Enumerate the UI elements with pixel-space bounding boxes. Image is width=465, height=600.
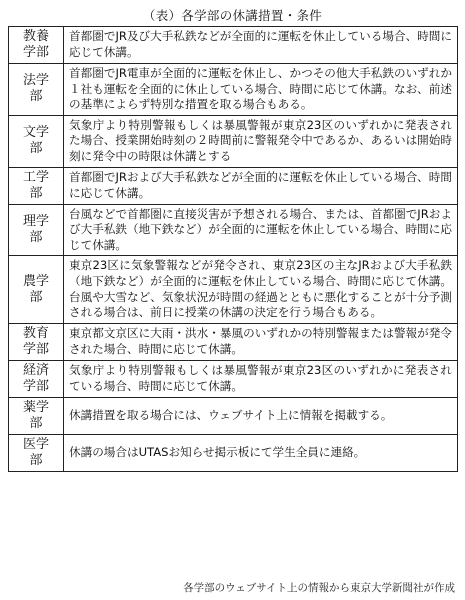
- table-row: [9, 27, 458, 64]
- table-row: [9, 323, 458, 360]
- table-row: [9, 115, 458, 167]
- department-cell: [9, 323, 64, 360]
- department-cell: [9, 27, 64, 64]
- department-name: 法学部: [22, 73, 49, 105]
- table-row: [9, 256, 458, 323]
- department-name: 薬学部: [22, 399, 49, 431]
- rule-cell: 休講措置を取る場合には、ウェブサイト上に情報を掲載する。: [64, 397, 458, 434]
- table-row: [9, 360, 458, 397]
- table-row: [9, 434, 458, 471]
- department-cell: [9, 256, 64, 323]
- rule-cell: 気象庁より特別警報もしくは暴風警報が東京23区のいずれかに発表された場合、授業開始時刻の２時間前に警報発令中であるか、あるいは開始時刻に発令中の時限は休講とする: [64, 115, 458, 167]
- department-cell: [9, 115, 64, 167]
- department-cell: [9, 434, 64, 471]
- department-name: 教育学部: [22, 325, 49, 357]
- department-name: 文学部: [22, 125, 49, 157]
- rule-cell: 台風などで首都圏に直接災害が予想される場合、または、首都圏でJRおよび大手私鉄（地下鉄など）が全面的に運転を休止している場合、時間に応じて休講。: [64, 204, 458, 256]
- department-name: 経済学部: [22, 362, 49, 394]
- department-cell: [9, 360, 64, 397]
- table-row: [9, 167, 458, 204]
- table-row: [9, 397, 458, 434]
- department-name: 教養学部: [22, 29, 49, 60]
- department-name: 医学部: [22, 436, 49, 468]
- table-row: [9, 64, 458, 116]
- source-note: 各学部のウェブサイト上の情報から東京大学新聞社が作成: [183, 582, 455, 594]
- department-cell: [9, 204, 64, 256]
- department-name: 理学部: [22, 213, 49, 245]
- closure-table: [8, 26, 458, 472]
- rule-cell: 東京都文京区に大雨・洪水・暴風のいずれかの特別警報または警報が発令された場合、時間に応じて休講。: [64, 323, 458, 360]
- table-row: [9, 204, 458, 256]
- rule-cell: 気象庁より特別警報もしくは暴風警報が東京23区のいずれかに発表されている場合、時間に応じて休講。: [64, 360, 458, 397]
- rule-cell: 首都圏でJR及び大手私鉄などが全面的に運転を休止している場合、時間に応じて休講。: [64, 27, 458, 64]
- rule-cell: 東京23区に気象警報などが発令され、東京23区の主なJRおよび大手私鉄（地下鉄など）が全面的に運転を休止している場合、時間に応じて休講。台風や大雪など、気象状況が時間の経過とともに悪化することが十分予測される場合は、前日に授業の休講の決定を行う場合もある。: [64, 256, 458, 323]
- table-title: （表）各学部の休講措置・条件: [142, 8, 323, 23]
- rule-cell: 休講の場合はUTASお知らせ掲示板にて学生全員に連絡。: [64, 434, 458, 471]
- department-name: 農学部: [22, 273, 49, 305]
- department-cell: [9, 64, 64, 116]
- department-cell: [9, 167, 64, 204]
- rule-cell: 首都圏でJRおよび大手私鉄などが全面的に運転を休止している場合、時間に応じて休講。: [64, 167, 458, 204]
- department-cell: [9, 397, 64, 434]
- department-name: 工学部: [22, 169, 49, 201]
- rule-cell: 首都圏でJR電車が全面的に運転を休止し、かつその他大手私鉄のいずれか１社も運転を全面的に休止している場合、時間に応じて休講。なお、前述の基準によらず特別な措置を取る場合もある。: [64, 64, 458, 116]
